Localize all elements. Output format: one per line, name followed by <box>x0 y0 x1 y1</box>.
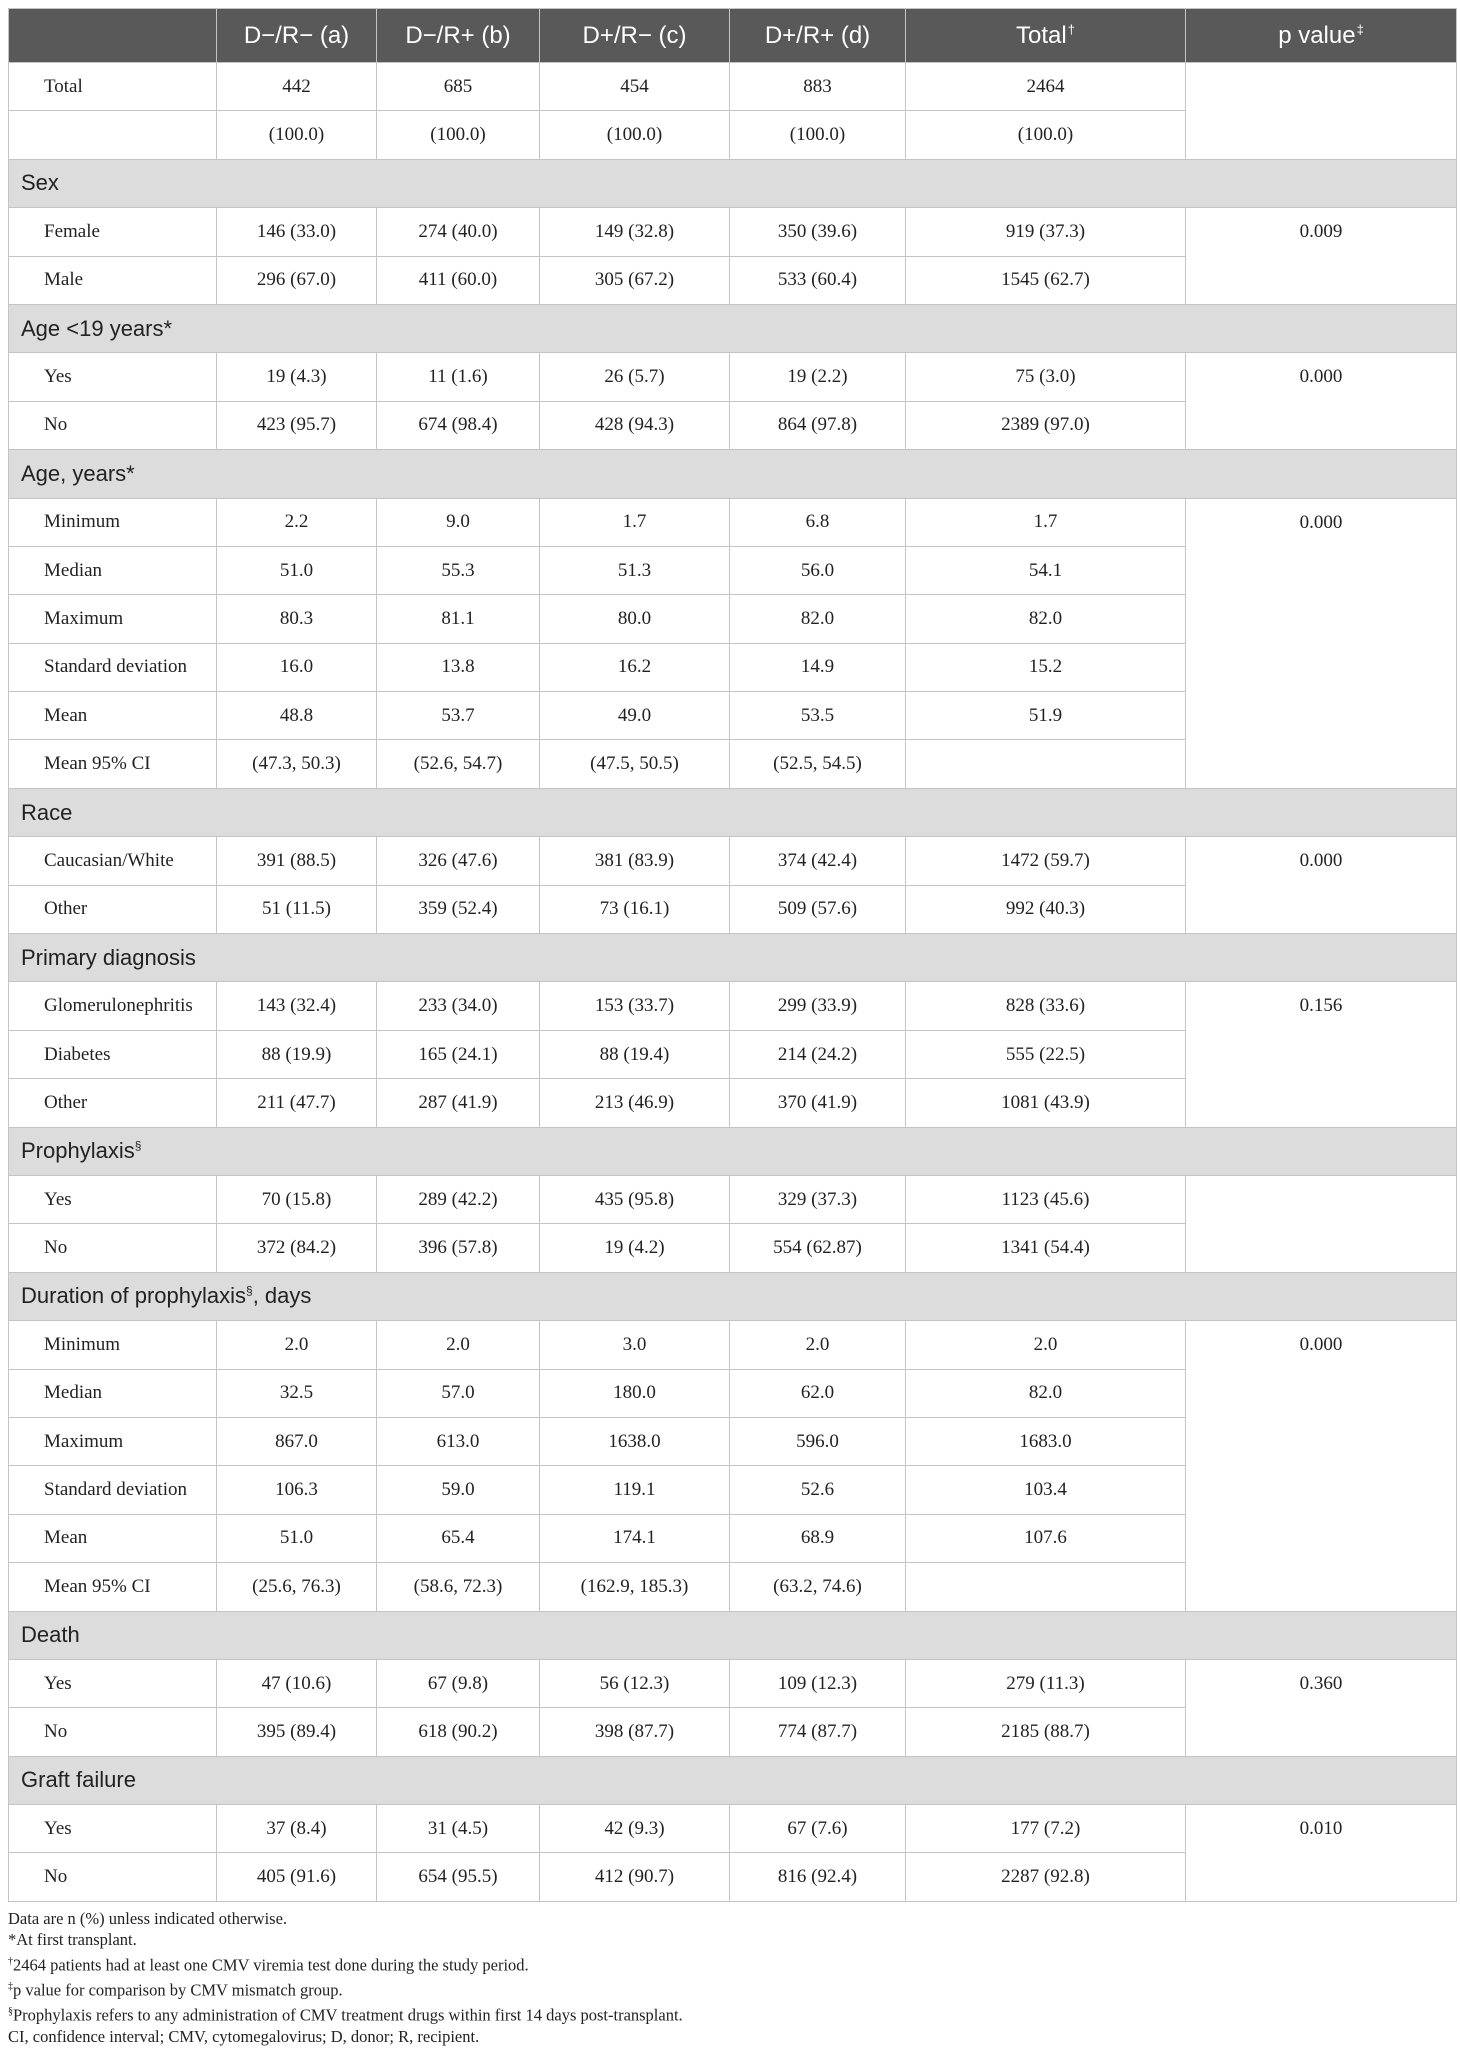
row-label: Yes <box>9 1659 217 1707</box>
table-cell: (52.5, 54.5) <box>730 740 906 788</box>
table-cell: 51.0 <box>217 546 377 594</box>
table-cell: 398 (87.7) <box>540 1708 730 1756</box>
table-cell: 180.0 <box>540 1369 730 1417</box>
table-cell <box>906 1563 1186 1611</box>
row-label: Male <box>9 256 217 304</box>
table-cell: 165 (24.1) <box>377 1030 540 1078</box>
table-cell: 174.1 <box>540 1514 730 1562</box>
p-value-cell: 0.009 <box>1186 208 1457 305</box>
table-cell: 618 (90.2) <box>377 1708 540 1756</box>
section-header-row <box>9 1272 1457 1320</box>
table-cell: 919 (37.3) <box>906 208 1186 256</box>
table-body <box>9 63 1457 1902</box>
table-cell: 1638.0 <box>540 1417 730 1465</box>
table-cell: 2.0 <box>730 1321 906 1369</box>
section-title-text: Age <19 years* <box>21 315 173 341</box>
table-cell: 613.0 <box>377 1417 540 1465</box>
section-header-row <box>9 450 1457 498</box>
row-label: Yes <box>9 1175 217 1223</box>
table-cell: 350 (39.6) <box>730 208 906 256</box>
section-title-text: Death <box>21 1622 80 1648</box>
total-count-a: 442 <box>217 63 377 111</box>
table-cell: 81.1 <box>377 595 540 643</box>
footnote <box>8 1908 1456 1930</box>
section-title-text: Prophylaxis <box>21 1138 135 1164</box>
footnote-text: 2464 patients had at least one CMV viremia test done during the study period. <box>13 1955 529 1975</box>
table-row <box>9 1805 1457 1853</box>
table-cell: 37 (8.4) <box>217 1805 377 1853</box>
footnote-text: p value for comparison by CMV mismatch group. <box>13 1980 343 2000</box>
footnote-mark: ‡ <box>8 1981 13 1993</box>
table-cell: 88 (19.4) <box>540 1030 730 1078</box>
row-label: Standard deviation <box>9 643 217 691</box>
footnote <box>8 1976 1456 2001</box>
section-title-text: Sex <box>21 170 59 196</box>
table-cell: 65.4 <box>377 1514 540 1562</box>
section-title <box>9 450 1457 498</box>
table-cell: 19 (4.2) <box>540 1224 730 1272</box>
section-title-text: Race <box>21 799 73 825</box>
total-pct-d: (100.0) <box>730 111 906 159</box>
table-cell: 103.4 <box>906 1466 1186 1514</box>
table-cell: 13.8 <box>377 643 540 691</box>
table-cell: 19 (2.2) <box>730 353 906 401</box>
header-col-b-label: D−/R+ (b) <box>405 21 511 49</box>
header-col-total-label: Total <box>1016 21 1067 49</box>
table-cell: 75 (3.0) <box>906 353 1186 401</box>
table-cell: 412 (90.7) <box>540 1853 730 1901</box>
section-title-text: Duration of prophylaxis <box>21 1283 247 1309</box>
table-cell: 381 (83.9) <box>540 837 730 885</box>
row-label: Minimum <box>9 1321 217 1369</box>
row-label: Median <box>9 546 217 594</box>
table-cell: 51.0 <box>217 1514 377 1562</box>
table-cell: 53.7 <box>377 692 540 740</box>
table-cell: 864 (97.8) <box>730 401 906 449</box>
section-header-row <box>9 1756 1457 1804</box>
table-cell: 70 (15.8) <box>217 1175 377 1223</box>
total-row-label: Total <box>9 63 217 111</box>
table-cell: 428 (94.3) <box>540 401 730 449</box>
table-cell: 509 (57.6) <box>730 885 906 933</box>
p-value-cell: 0.000 <box>1186 837 1457 934</box>
table-cell: 47 (10.6) <box>217 1659 377 1707</box>
table-cell: 52.6 <box>730 1466 906 1514</box>
table-cell: 2185 (88.7) <box>906 1708 1186 1756</box>
table-cell: 31 (4.5) <box>377 1805 540 1853</box>
table-cell: (47.5, 50.5) <box>540 740 730 788</box>
row-label: Caucasian/White <box>9 837 217 885</box>
header-col-pvalue-label: p value <box>1278 21 1356 49</box>
table-cell: 19 (4.3) <box>217 353 377 401</box>
table-cell: 56 (12.3) <box>540 1659 730 1707</box>
table-cell: 1.7 <box>906 498 1186 546</box>
footnote-text: Data are n (%) unless indicated otherwise. <box>8 1908 288 1928</box>
table-cell: 59.0 <box>377 1466 540 1514</box>
section-header-row <box>9 788 1457 836</box>
table-cell: 1545 (62.7) <box>906 256 1186 304</box>
table-cell: 233 (34.0) <box>377 982 540 1030</box>
table-cell: 67 (9.8) <box>377 1659 540 1707</box>
table-cell: 867.0 <box>217 1417 377 1465</box>
footnote <box>8 1929 1456 1951</box>
table-row <box>9 1175 1457 1223</box>
table-cell: 533 (60.4) <box>730 256 906 304</box>
header-p-mark: ‡ <box>1356 21 1364 37</box>
table-row <box>9 982 1457 1030</box>
footnote <box>8 2001 1456 2026</box>
header-col-b <box>377 9 540 63</box>
row-label: Minimum <box>9 498 217 546</box>
row-label: Mean 95% CI <box>9 1563 217 1611</box>
table-cell: 51.3 <box>540 546 730 594</box>
section-title-mark: § <box>246 1284 253 1299</box>
table-cell: 67 (7.6) <box>730 1805 906 1853</box>
section-title <box>9 788 1457 836</box>
footnotes <box>8 1908 1456 2048</box>
row-label: Other <box>9 1079 217 1127</box>
section-title <box>9 1272 1457 1320</box>
table-cell: 326 (47.6) <box>377 837 540 885</box>
table-cell: 395 (89.4) <box>217 1708 377 1756</box>
header-col-total <box>906 9 1186 63</box>
table-cell: 26 (5.7) <box>540 353 730 401</box>
total-pct-b: (100.0) <box>377 111 540 159</box>
total-p-cell <box>1186 63 1457 160</box>
table-cell: 2.0 <box>377 1321 540 1369</box>
table-cell: 1341 (54.4) <box>906 1224 1186 1272</box>
table-cell: 153 (33.7) <box>540 982 730 1030</box>
table-cell: 16.2 <box>540 643 730 691</box>
row-label: Female <box>9 208 217 256</box>
table-cell: 211 (47.7) <box>217 1079 377 1127</box>
row-label: No <box>9 401 217 449</box>
row-label: Yes <box>9 1805 217 1853</box>
p-value-cell: 0.000 <box>1186 1321 1457 1611</box>
section-title <box>9 159 1457 207</box>
header-col-c-label: D+/R− (c) <box>582 21 687 49</box>
row-label: Yes <box>9 353 217 401</box>
total-pct-a: (100.0) <box>217 111 377 159</box>
table-cell: 1.7 <box>540 498 730 546</box>
table-cell: 106.3 <box>217 1466 377 1514</box>
table-cell: 42 (9.3) <box>540 1805 730 1853</box>
header-col-a-label: D−/R− (a) <box>243 21 350 49</box>
section-title-text: Graft failure <box>21 1767 136 1793</box>
footnote-mark: † <box>8 1956 13 1968</box>
header-corner <box>9 9 217 63</box>
table-cell: 68.9 <box>730 1514 906 1562</box>
section-header-row <box>9 1611 1457 1659</box>
table-container <box>8 8 1456 2048</box>
row-label: Median <box>9 1369 217 1417</box>
footnote <box>8 1951 1456 1976</box>
table-cell: 1081 (43.9) <box>906 1079 1186 1127</box>
table-row <box>9 837 1457 885</box>
table-cell: 329 (37.3) <box>730 1175 906 1223</box>
section-header-row <box>9 934 1457 982</box>
total-count-c: 454 <box>540 63 730 111</box>
table-cell: 146 (33.0) <box>217 208 377 256</box>
row-label: No <box>9 1224 217 1272</box>
row-label: Other <box>9 885 217 933</box>
table-cell: 370 (41.9) <box>730 1079 906 1127</box>
table-cell: 73 (16.1) <box>540 885 730 933</box>
table-cell: 435 (95.8) <box>540 1175 730 1223</box>
table-cell: 2.0 <box>217 1321 377 1369</box>
table-cell: 391 (88.5) <box>217 837 377 885</box>
table-cell: 992 (40.3) <box>906 885 1186 933</box>
table-cell: 53.5 <box>730 692 906 740</box>
p-value-cell: 0.000 <box>1186 498 1457 788</box>
table-row <box>9 63 1457 111</box>
table-cell: 88 (19.9) <box>217 1030 377 1078</box>
section-title-mark: § <box>134 1138 142 1153</box>
row-label: Standard deviation <box>9 1466 217 1514</box>
table-cell: 816 (92.4) <box>730 1853 906 1901</box>
table-cell: 82.0 <box>906 1369 1186 1417</box>
table-cell: 1472 (59.7) <box>906 837 1186 885</box>
table-cell: 48.8 <box>217 692 377 740</box>
table-cell: (47.3, 50.3) <box>217 740 377 788</box>
table-cell: 51.9 <box>906 692 1186 740</box>
table-cell: 1123 (45.6) <box>906 1175 1186 1223</box>
table-cell: 2.2 <box>217 498 377 546</box>
table-row <box>9 353 1457 401</box>
table-cell: 54.1 <box>906 546 1186 594</box>
row-label: No <box>9 1853 217 1901</box>
section-header-row <box>9 304 1457 352</box>
table-cell: 411 (60.0) <box>377 256 540 304</box>
table-cell: 55.3 <box>377 546 540 594</box>
table-cell: 554 (62.87) <box>730 1224 906 1272</box>
footnote <box>8 2026 1456 2048</box>
row-label: Mean 95% CI <box>9 740 217 788</box>
table-cell: 774 (87.7) <box>730 1708 906 1756</box>
table-cell: (162.9, 185.3) <box>540 1563 730 1611</box>
table-cell: 11 (1.6) <box>377 353 540 401</box>
footnote-mark: § <box>8 2006 13 2018</box>
table-cell: 305 (67.2) <box>540 256 730 304</box>
table-cell: (52.6, 54.7) <box>377 740 540 788</box>
table-cell: 555 (22.5) <box>906 1030 1186 1078</box>
row-label: No <box>9 1708 217 1756</box>
p-value-cell: 0.360 <box>1186 1659 1457 1756</box>
header-col-d-label: D+/R+ (d) <box>764 21 871 49</box>
table-cell: 2.0 <box>906 1321 1186 1369</box>
table-cell: 62.0 <box>730 1369 906 1417</box>
footnote-text: CI, confidence interval; CMV, cytomegalovirus; D, donor; R, recipient. <box>8 2027 480 2047</box>
table-cell: 82.0 <box>906 595 1186 643</box>
table-cell: 359 (52.4) <box>377 885 540 933</box>
table-cell: 274 (40.0) <box>377 208 540 256</box>
section-header-row <box>9 159 1457 207</box>
table-cell: 9.0 <box>377 498 540 546</box>
header-col-pvalue <box>1186 9 1457 63</box>
table-cell: 1683.0 <box>906 1417 1186 1465</box>
table-cell: 372 (84.2) <box>217 1224 377 1272</box>
footnote-text: Prophylaxis refers to any administration of CMV treatment drugs within first 14 days post-transplant. <box>13 2005 683 2025</box>
section-title-suffix: , days <box>252 1283 312 1309</box>
table-cell: (63.2, 74.6) <box>730 1563 906 1611</box>
table-cell: 32.5 <box>217 1369 377 1417</box>
table-cell: 107.6 <box>906 1514 1186 1562</box>
p-value-cell: 0.010 <box>1186 1805 1457 1902</box>
table-cell: 143 (32.4) <box>217 982 377 1030</box>
table-cell: 149 (32.8) <box>540 208 730 256</box>
section-title-text: Age, years* <box>21 460 135 486</box>
table-row <box>9 498 1457 546</box>
table-cell: 396 (57.8) <box>377 1224 540 1272</box>
total-pct-total: (100.0) <box>906 111 1186 159</box>
table-cell: 3.0 <box>540 1321 730 1369</box>
table-cell: (58.6, 72.3) <box>377 1563 540 1611</box>
table-cell: 51 (11.5) <box>217 885 377 933</box>
table-cell: 49.0 <box>540 692 730 740</box>
table-cell: 82.0 <box>730 595 906 643</box>
p-value-cell <box>1186 1175 1457 1272</box>
total-count-b: 685 <box>377 63 540 111</box>
table-cell: 14.9 <box>730 643 906 691</box>
table-cell: 119.1 <box>540 1466 730 1514</box>
header-col-c <box>540 9 730 63</box>
section-title <box>9 1611 1457 1659</box>
table-cell: 80.0 <box>540 595 730 643</box>
section-title-text: Primary diagnosis <box>21 944 196 970</box>
section-title <box>9 1756 1457 1804</box>
table-cell: 57.0 <box>377 1369 540 1417</box>
header-col-d <box>730 9 906 63</box>
header-col-a <box>217 9 377 63</box>
table-cell: 405 (91.6) <box>217 1853 377 1901</box>
demographics-table <box>8 8 1457 1902</box>
table-cell: 16.0 <box>217 643 377 691</box>
total-pct-c: (100.0) <box>540 111 730 159</box>
table-cell: 2287 (92.8) <box>906 1853 1186 1901</box>
row-label: Maximum <box>9 595 217 643</box>
table-cell: 287 (41.9) <box>377 1079 540 1127</box>
p-value-cell: 0.000 <box>1186 353 1457 450</box>
table-cell: 56.0 <box>730 546 906 594</box>
table-cell: 654 (95.5) <box>377 1853 540 1901</box>
section-title <box>9 1127 1457 1175</box>
header-total-mark: † <box>1067 21 1075 37</box>
row-label: Diabetes <box>9 1030 217 1078</box>
row-label: Maximum <box>9 1417 217 1465</box>
table-cell: 299 (33.9) <box>730 982 906 1030</box>
table-cell: 214 (24.2) <box>730 1030 906 1078</box>
table-cell: 213 (46.9) <box>540 1079 730 1127</box>
table-cell: 6.8 <box>730 498 906 546</box>
row-label: Glomerulonephritis <box>9 982 217 1030</box>
table-cell: 177 (7.2) <box>906 1805 1186 1853</box>
total-pct-label <box>9 111 217 159</box>
section-title <box>9 304 1457 352</box>
total-count-d: 883 <box>730 63 906 111</box>
row-label: Mean <box>9 1514 217 1562</box>
table-row <box>9 1659 1457 1707</box>
total-count-total: 2464 <box>906 63 1186 111</box>
p-value-cell: 0.156 <box>1186 982 1457 1127</box>
table-cell: 423 (95.7) <box>217 401 377 449</box>
table-cell: 374 (42.4) <box>730 837 906 885</box>
table-cell: 109 (12.3) <box>730 1659 906 1707</box>
table-cell: (25.6, 76.3) <box>217 1563 377 1611</box>
section-header-row <box>9 1127 1457 1175</box>
table-cell: 674 (98.4) <box>377 401 540 449</box>
row-label: Mean <box>9 692 217 740</box>
footnote-text: *At first transplant. <box>8 1930 137 1950</box>
table-cell: 596.0 <box>730 1417 906 1465</box>
table-cell: 296 (67.0) <box>217 256 377 304</box>
table-row <box>9 1321 1457 1369</box>
table-cell: 80.3 <box>217 595 377 643</box>
table-cell: 289 (42.2) <box>377 1175 540 1223</box>
table-cell: 828 (33.6) <box>906 982 1186 1030</box>
table-row <box>9 208 1457 256</box>
table-cell: 2389 (97.0) <box>906 401 1186 449</box>
table-cell: 15.2 <box>906 643 1186 691</box>
section-title <box>9 934 1457 982</box>
table-cell <box>906 740 1186 788</box>
table-cell: 279 (11.3) <box>906 1659 1186 1707</box>
header-row <box>9 9 1457 63</box>
